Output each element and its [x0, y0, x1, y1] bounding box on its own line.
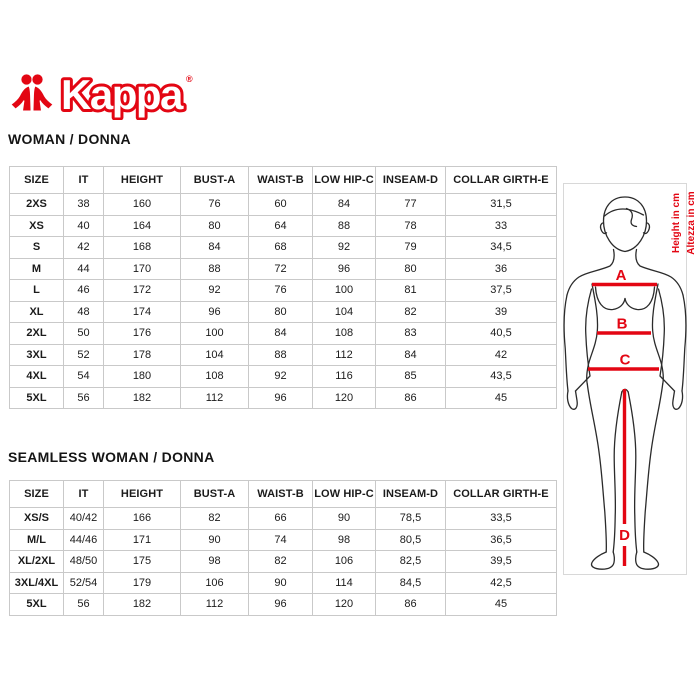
value-cell: 174 — [104, 301, 181, 323]
value-cell: 116 — [313, 366, 376, 388]
value-cell: 39 — [446, 301, 557, 323]
hair-line — [605, 209, 644, 216]
value-cell: 52/54 — [64, 572, 104, 594]
value-cell: 43,5 — [446, 366, 557, 388]
column-header: WAIST-B — [249, 481, 313, 508]
marker-a: A — [615, 267, 627, 284]
value-cell: 178 — [104, 344, 181, 366]
value-cell: 44/46 — [64, 529, 104, 551]
size-cell: M — [10, 258, 64, 280]
value-cell: 80 — [376, 258, 446, 280]
value-cell: 92 — [249, 366, 313, 388]
value-cell: 33 — [446, 215, 557, 237]
value-cell: 96 — [249, 594, 313, 616]
size-row — [10, 529, 557, 551]
value-cell: 36,5 — [446, 529, 557, 551]
column-header: COLLAR GIRTH-E — [446, 481, 557, 508]
value-cell: 83 — [376, 323, 446, 345]
value-cell: 36 — [446, 258, 557, 280]
size-row — [10, 301, 557, 323]
value-cell: 76 — [181, 194, 249, 216]
value-cell: 45 — [446, 387, 557, 409]
value-cell: 56 — [64, 387, 104, 409]
value-cell: 72 — [249, 258, 313, 280]
value-cell: 82 — [376, 301, 446, 323]
value-cell: 176 — [104, 323, 181, 345]
size-row — [10, 344, 557, 366]
header-row — [10, 481, 557, 508]
value-cell: 86 — [376, 594, 446, 616]
size-cell: 2XL — [10, 323, 64, 345]
value-cell: 81 — [376, 280, 446, 302]
value-cell: 38 — [64, 194, 104, 216]
column-header: SIZE — [10, 481, 64, 508]
marker-b: B — [616, 315, 628, 333]
value-cell: 96 — [181, 301, 249, 323]
size-cell: 3XL/4XL — [10, 572, 64, 594]
value-cell: 85 — [376, 366, 446, 388]
value-cell: 108 — [313, 323, 376, 345]
value-cell: 112 — [181, 387, 249, 409]
column-header: HEIGHT — [104, 167, 181, 194]
value-cell: 68 — [249, 237, 313, 259]
height-label-it: Altezza in cm — [686, 191, 697, 255]
value-cell: 166 — [104, 508, 181, 530]
value-cell: 88 — [249, 344, 313, 366]
value-cell: 108 — [181, 366, 249, 388]
value-cell: 104 — [313, 301, 376, 323]
column-header: BUST-A — [181, 167, 249, 194]
value-cell: 182 — [104, 594, 181, 616]
woman-size-table — [9, 166, 557, 409]
value-cell: 80 — [249, 301, 313, 323]
size-row — [10, 280, 557, 302]
value-cell: 114 — [313, 572, 376, 594]
value-cell: 82 — [249, 551, 313, 573]
value-cell: 80,5 — [376, 529, 446, 551]
section-title-seamless-woman: SEAMLESS WOMAN / DONNA — [8, 449, 215, 465]
value-cell: 88 — [181, 258, 249, 280]
value-cell: 84 — [249, 323, 313, 345]
value-cell: 168 — [104, 237, 181, 259]
size-row — [10, 323, 557, 345]
size-cell: XS/S — [10, 508, 64, 530]
column-header: IT — [64, 167, 104, 194]
value-cell: 74 — [249, 529, 313, 551]
value-cell: 79 — [376, 237, 446, 259]
value-cell: 106 — [313, 551, 376, 573]
value-cell: 98 — [313, 529, 376, 551]
value-cell: 45 — [446, 594, 557, 616]
value-cell: 84,5 — [376, 572, 446, 594]
value-cell: 42 — [64, 237, 104, 259]
value-cell: 40,5 — [446, 323, 557, 345]
column-header: LOW HIP-C — [313, 167, 376, 194]
value-cell: 171 — [104, 529, 181, 551]
value-cell: 160 — [104, 194, 181, 216]
height-label-en: Height in cm — [671, 192, 682, 254]
value-cell: 46 — [64, 280, 104, 302]
value-cell: 66 — [249, 508, 313, 530]
header-row — [10, 167, 557, 194]
value-cell: 170 — [104, 258, 181, 280]
size-cell: S — [10, 237, 64, 259]
value-cell: 50 — [64, 323, 104, 345]
size-cell: XL — [10, 301, 64, 323]
value-cell: 77 — [376, 194, 446, 216]
value-cell: 78,5 — [376, 508, 446, 530]
kappa-omini-icon — [11, 74, 53, 111]
size-cell: 2XS — [10, 194, 64, 216]
size-row — [10, 237, 557, 259]
size-cell: 5XL — [10, 594, 64, 616]
value-cell: 37,5 — [446, 280, 557, 302]
size-cell: L — [10, 280, 64, 302]
value-cell: 120 — [313, 594, 376, 616]
value-cell: 182 — [104, 387, 181, 409]
value-cell: 42,5 — [446, 572, 557, 594]
value-cell: 40 — [64, 215, 104, 237]
size-row — [10, 258, 557, 280]
value-cell: 48/50 — [64, 551, 104, 573]
size-cell: 4XL — [10, 366, 64, 388]
measurement-overlay — [588, 267, 659, 566]
size-cell: XL/2XL — [10, 551, 64, 573]
value-cell: 39,5 — [446, 551, 557, 573]
column-header: BUST-A — [181, 481, 249, 508]
value-cell: 76 — [249, 280, 313, 302]
column-header: SIZE — [10, 167, 64, 194]
column-header: IT — [64, 481, 104, 508]
seamless-woman-size-table — [9, 480, 557, 616]
value-cell: 96 — [313, 258, 376, 280]
value-cell: 98 — [181, 551, 249, 573]
size-cell: 5XL — [10, 387, 64, 409]
value-cell: 112 — [181, 594, 249, 616]
value-cell: 100 — [313, 280, 376, 302]
value-cell: 48 — [64, 301, 104, 323]
section-title-woman: WOMAN / DONNA — [8, 131, 131, 147]
value-cell: 84 — [376, 344, 446, 366]
value-cell: 92 — [313, 237, 376, 259]
value-cell: 180 — [104, 366, 181, 388]
value-cell: 56 — [64, 594, 104, 616]
size-cell: 3XL — [10, 344, 64, 366]
column-header: WAIST-B — [249, 167, 313, 194]
value-cell: 104 — [181, 344, 249, 366]
kappa-logo — [8, 66, 200, 120]
value-cell: 175 — [104, 551, 181, 573]
size-row — [10, 594, 557, 616]
value-cell: 86 — [376, 387, 446, 409]
value-cell: 78 — [376, 215, 446, 237]
column-header: COLLAR GIRTH-E — [446, 167, 557, 194]
value-cell: 42 — [446, 344, 557, 366]
value-cell: 179 — [104, 572, 181, 594]
value-cell: 54 — [64, 366, 104, 388]
size-row — [10, 508, 557, 530]
value-cell: 64 — [249, 215, 313, 237]
value-cell: 90 — [249, 572, 313, 594]
value-cell: 31,5 — [446, 194, 557, 216]
column-header: INSEAM-D — [376, 167, 446, 194]
value-cell: 92 — [181, 280, 249, 302]
size-row — [10, 387, 557, 409]
size-row — [10, 366, 557, 388]
size-cell: M/L — [10, 529, 64, 551]
value-cell: 96 — [249, 387, 313, 409]
size-row — [10, 572, 557, 594]
kappa-wordmark: Kappa — [61, 71, 182, 118]
value-cell: 90 — [181, 529, 249, 551]
value-cell: 120 — [313, 387, 376, 409]
value-cell: 100 — [181, 323, 249, 345]
size-cell: XS — [10, 215, 64, 237]
value-cell: 52 — [64, 344, 104, 366]
value-cell: 84 — [313, 194, 376, 216]
value-cell: 82 — [181, 508, 249, 530]
column-header: INSEAM-D — [376, 481, 446, 508]
value-cell: 44 — [64, 258, 104, 280]
size-row — [10, 551, 557, 573]
size-row — [10, 194, 557, 216]
value-cell: 82,5 — [376, 551, 446, 573]
value-cell: 60 — [249, 194, 313, 216]
value-cell: 40/42 — [64, 508, 104, 530]
column-header: HEIGHT — [104, 481, 181, 508]
value-cell: 164 — [104, 215, 181, 237]
column-header: LOW HIP-C — [313, 481, 376, 508]
value-cell: 34,5 — [446, 237, 557, 259]
marker-c: C — [619, 351, 631, 369]
marker-d: D — [619, 527, 630, 544]
value-cell: 88 — [313, 215, 376, 237]
body-measurement-diagram — [556, 178, 700, 580]
value-cell: 84 — [181, 237, 249, 259]
registered-mark-icon: ® — [186, 74, 193, 84]
size-row — [10, 215, 557, 237]
value-cell: 172 — [104, 280, 181, 302]
value-cell: 106 — [181, 572, 249, 594]
value-cell: 33,5 — [446, 508, 557, 530]
value-cell: 112 — [313, 344, 376, 366]
value-cell: 80 — [181, 215, 249, 237]
value-cell: 90 — [313, 508, 376, 530]
